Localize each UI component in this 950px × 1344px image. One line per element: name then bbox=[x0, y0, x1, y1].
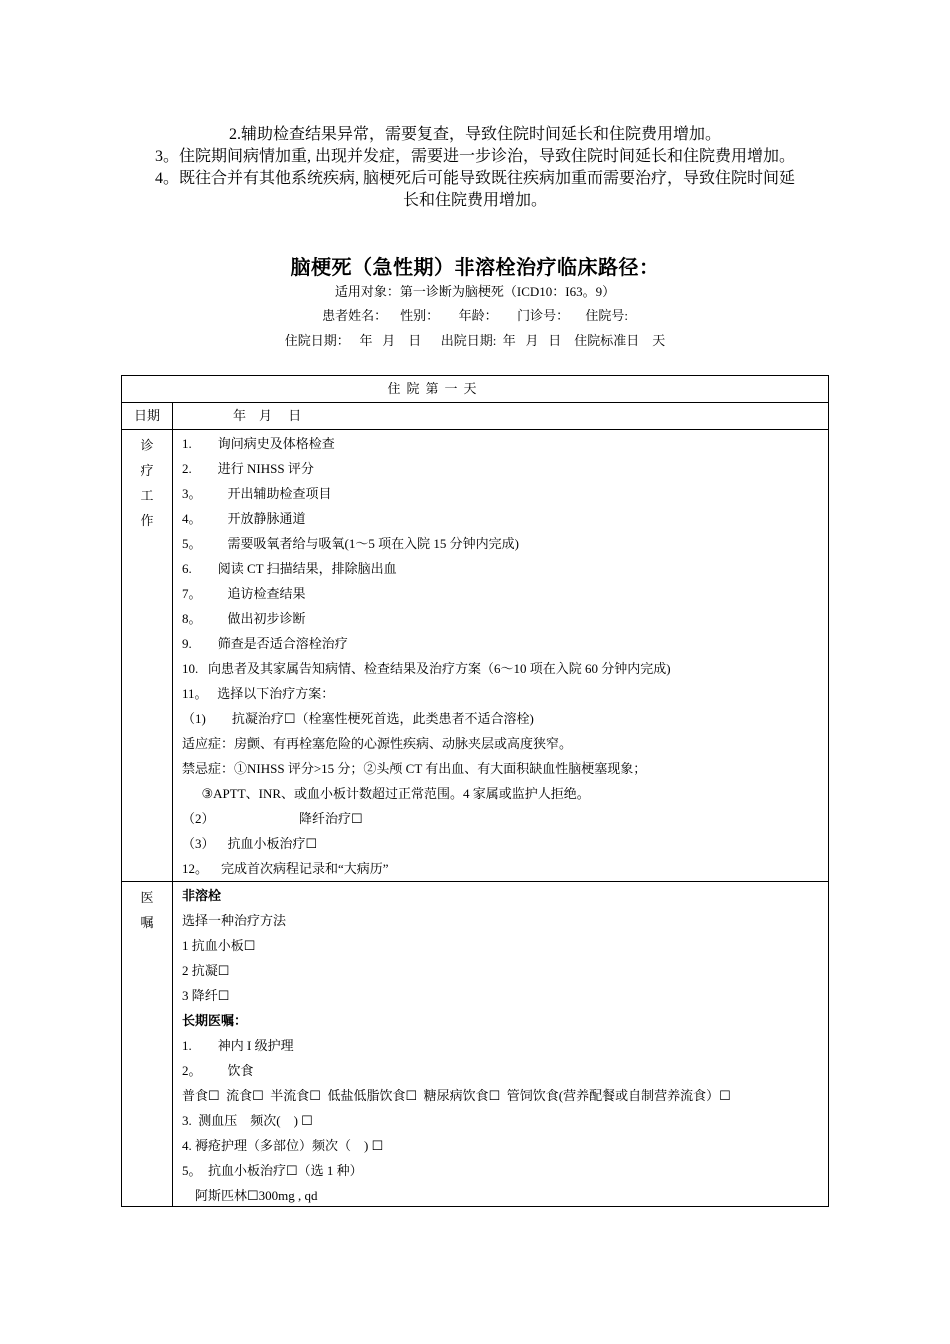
work-item: 12。 完成首次病程记录和“大病历” bbox=[182, 861, 389, 876]
work-label-char: 疗 bbox=[140, 463, 154, 478]
work-label-char: 作 bbox=[140, 513, 154, 528]
patient-info-line: 患者姓名： 性别： 年龄： 门诊号： 住院号: bbox=[322, 308, 628, 323]
work-item: 禁忌症：①NIHSS 评分>15 分；②头颅 CT 有出血、有大面积缺血性脑梗塞现象； bbox=[182, 761, 647, 776]
order-item: 1. 神内 I 级护理 bbox=[182, 1038, 294, 1053]
work-item: 3。 开出辅助检查项目 bbox=[182, 486, 332, 501]
work-item: 2. 进行 NIHSS 评分 bbox=[182, 461, 314, 476]
order-heading: 长期医嘱： bbox=[182, 1013, 248, 1028]
work-item: 适应症：房颤、有再栓塞危险的心源性疾病、动脉夹层或高度狭窄。 bbox=[182, 736, 573, 751]
orders-label-char: 嘱 bbox=[140, 915, 154, 930]
order-item: 1 抗血小板☐ bbox=[182, 938, 256, 953]
date-value: 年 月 日 bbox=[173, 403, 829, 430]
work-item: 7。 追访检查结果 bbox=[182, 586, 306, 601]
order-item: 4. 褥疮护理（多部位）频次（ ) ☐ bbox=[182, 1138, 384, 1153]
order-item: 选择一种治疗方法 bbox=[182, 913, 287, 928]
order-item: 5。 抗血小板治疗☐（选 1 种） bbox=[182, 1163, 363, 1178]
order-item: 2。 饮食 bbox=[182, 1063, 254, 1078]
date-label: 日期 bbox=[122, 403, 173, 430]
work-content bbox=[173, 430, 829, 882]
scope-line: 适用对象：第一诊断为脑梗死（ICD10：I63。9） bbox=[334, 284, 616, 299]
table-header-row bbox=[122, 376, 829, 403]
date-row bbox=[122, 403, 829, 430]
order-item: 阿斯匹林☐300mg , qd bbox=[182, 1188, 318, 1203]
order-item: 3 降纤☐ bbox=[182, 988, 230, 1003]
work-item: ③APTT、INR、或血小板计数超过正常范围。4 家属或监护人拒绝。 bbox=[182, 786, 590, 801]
order-item: 3. 测血压 频次( ) ☐ bbox=[182, 1113, 313, 1128]
intro-item-4: 4。既往合并有其他系统疾病, 脑梗死后可能导致既往疾病加重而需要治疗，导致住院时间延长和住院费用增加。 bbox=[154, 170, 795, 209]
order-heading: 非溶栓 bbox=[182, 888, 222, 903]
work-label bbox=[122, 430, 173, 882]
orders-label bbox=[122, 882, 173, 1207]
orders-label-char: 医 bbox=[140, 890, 154, 905]
day-header: 住院第一天 bbox=[122, 376, 829, 403]
document-title: 脑梗死（急性期）非溶栓治疗临床路径： bbox=[290, 255, 660, 279]
work-item: （3） 抗血小板治疗☐ bbox=[182, 836, 318, 851]
intro-item-2: 2.辅助检查结果异常，需要复查，导致住院时间延长和住院费用增加。 bbox=[228, 126, 721, 143]
work-item: 9. 筛查是否适合溶栓治疗 bbox=[182, 636, 348, 651]
order-item: 普食☐ 流食☐ 半流食☐ 低盐低脂饮食☐ 糖尿病饮食☐ 管饲饮食(营养配餐或自制营养流食）☐ bbox=[182, 1088, 731, 1103]
work-item: 6. 阅读 CT 扫描结果，排除脑出血 bbox=[182, 561, 397, 576]
intro-item-3: 3。住院期间病情加重, 出现并发症，需要进一步诊治，导致住院时间延长和住院费用增加。 bbox=[154, 148, 795, 165]
intro-paragraphs bbox=[150, 124, 800, 212]
work-item: 8。 做出初步诊断 bbox=[182, 611, 306, 626]
work-label-char: 工 bbox=[140, 488, 154, 503]
work-item: 5。 需要吸氧者给与吸氧(1～5 项在入院 15 分钟内完成) bbox=[182, 536, 519, 551]
work-item: （1) 抗凝治疗☐（栓塞性梗死首选，此类患者不适合溶栓) bbox=[182, 711, 534, 726]
work-item: 10. 向患者及其家属告知病情、检查结果及治疗方案（6～10 项在入院 60 分钟内完成) bbox=[182, 661, 671, 676]
orders-row bbox=[122, 882, 829, 1207]
work-item: 11。 选择以下治疗方案： bbox=[182, 686, 335, 701]
admission-info-line: 住院日期： 年 月 日 出院日期: 年 月 日 住院标准日 天 bbox=[284, 333, 666, 348]
orders-content bbox=[173, 882, 829, 1207]
order-item: 2 抗凝☐ bbox=[182, 963, 230, 978]
work-item: 4。 开放静脉通道 bbox=[182, 511, 306, 526]
work-item: 1. 询问病史及体格检查 bbox=[182, 436, 335, 451]
work-row bbox=[122, 430, 829, 882]
work-item: （2） 降纤治疗☐ bbox=[182, 811, 363, 826]
work-label-char: 诊 bbox=[140, 438, 154, 453]
clinical-pathway-table bbox=[121, 375, 829, 1207]
